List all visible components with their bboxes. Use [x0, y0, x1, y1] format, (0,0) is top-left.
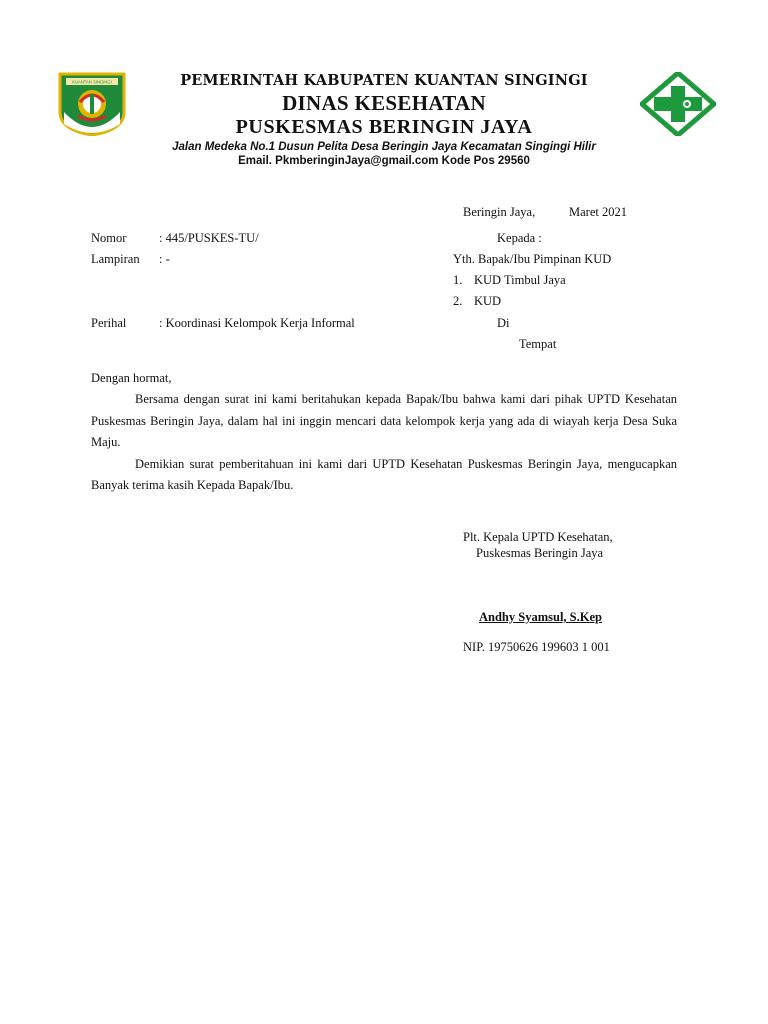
- month-year: Maret 2021: [569, 205, 627, 219]
- department-title: DINAS KESEHATAN: [282, 91, 486, 115]
- di-label: Di: [497, 316, 510, 330]
- signer-nip: NIP. 19750626 199603 1 001: [463, 640, 610, 654]
- recipient-number: 2.: [453, 294, 463, 308]
- nomor-label: Nomor: [91, 231, 127, 245]
- email-line: Email. PkmberinginJaya@gmail.com Kode Pos 29560: [238, 155, 530, 167]
- body-paragraph: Demikian surat pemberitahuan ini kami dari UPTD Kesehatan Puskesmas Beringin Jaya, mengucapkan Banyak terima kasih Kepada Bapak/Ibu.: [91, 456, 677, 492]
- nomor-value: : 445/PUSKES-TU/: [159, 231, 259, 245]
- perihal-label: Perihal: [91, 316, 127, 330]
- place-date: Beringin Jaya,: [463, 205, 536, 219]
- health-cross-logo-icon: [640, 72, 716, 136]
- regency-emblem-icon: [58, 72, 126, 136]
- recipient-number: 1.: [453, 273, 463, 287]
- signer-title: Puskesmas Beringin Jaya: [476, 546, 604, 560]
- address-line: Jalan Medeka No.1 Dusun Pelita Desa Beringin Jaya Kecamatan Singingi Hilir: [172, 141, 596, 153]
- body-paragraph: Bersama dengan surat ini kami beritahukan kepada Bapak/Ibu bahwa kami dari pihak UPTD Kesehatan Puskesmas Beringin Jaya, dalam hal ini inggin mencari data kelompok kerja yang ada di wiayah kerja Desa Suka Maju.: [91, 392, 677, 449]
- letter-body: [91, 389, 677, 497]
- recipient-name: KUD: [474, 294, 502, 308]
- tempat-label: Tempat: [519, 337, 557, 351]
- kepada-label: Kepada :: [497, 231, 542, 245]
- emblem-text: KUANTAN SINGINGI: [72, 79, 112, 85]
- signer-title: Plt. Kepala UPTD Kesehatan,: [463, 530, 613, 544]
- government-title: PEMERINTAH KABUPATEN KUANTAN SINGINGI: [180, 72, 588, 89]
- recipient-name: KUD Timbul Jaya: [474, 273, 566, 287]
- lampiran-label: Lampiran: [91, 252, 140, 266]
- salutation: Dengan hormat,: [91, 371, 172, 385]
- perihal-value: : Koordinasi Kelompok Kerja Informal: [159, 316, 355, 330]
- yth-line: Yth. Bapak/Ibu Pimpinan KUD: [453, 252, 612, 266]
- institution-title: PUSKESMAS BERINGIN JAYA: [235, 116, 533, 138]
- lampiran-value: : -: [159, 252, 170, 266]
- signer-name: Andhy Syamsul, S.Kep: [479, 610, 602, 624]
